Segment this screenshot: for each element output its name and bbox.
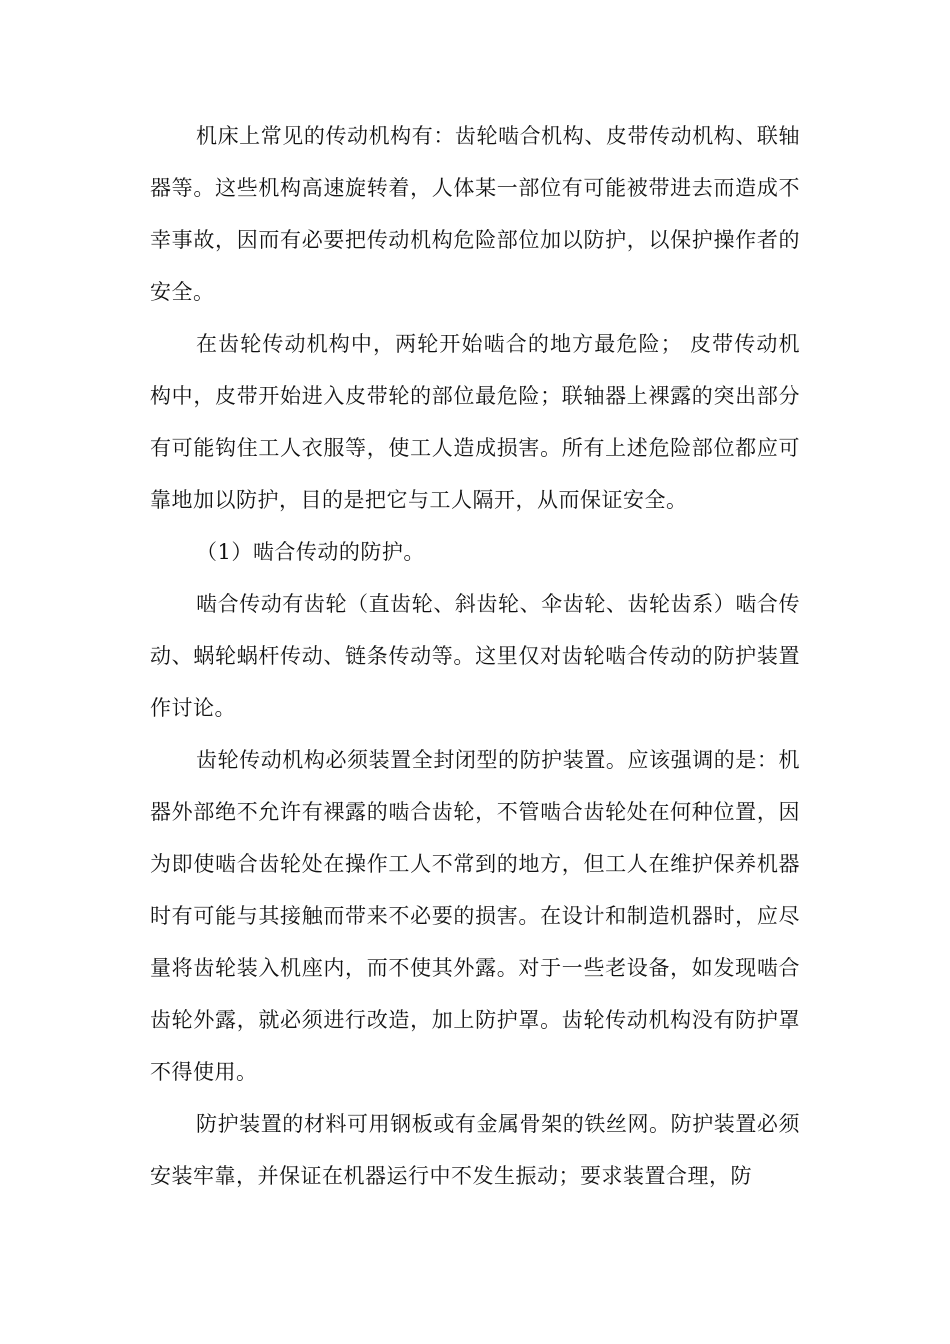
paragraph-transmission-mechanisms: 机床上常见的传动机构有：齿轮啮合机构、皮带传动机构、联轴器等。这些机构高速旋转着，人体某一部位有可能被带进去而造成不幸事故，因而有必要把传动机构危险部位加以防护，以保护操作者的安全。 [150, 124, 800, 304]
paragraph-danger-zones: 在齿轮传动机构中，两轮开始啮合的地方最危险； 皮带传动机构中，皮带开始进入皮带轮的部位最危险；联轴器上裸露的突出部分有可能钩住工人衣服等，使工人造成损害。所有上述危险部位都应可靠地加以防护，目的是把它与工人隔开，从而保证安全。 [150, 332, 800, 512]
document-page [150, 110, 800, 1202]
paragraph-meshing-types: 啮合传动有齿轮（直齿轮、斜齿轮、伞齿轮、齿轮齿系）啮合传动、蜗轮蜗杆传动、链条传动等。这里仅对齿轮啮合传动的防护装置作讨论。 [150, 592, 800, 720]
paragraph-guard-materials: 防护装置的材料可用钢板或有金属骨架的铁丝网。防护装置必须安装牢靠，并保证在机器运行中不发生振动；要求装置合理，防 [150, 1112, 800, 1188]
section-heading-meshing-protection: （1）啮合传动的防护。 [196, 540, 425, 564]
paragraph-gear-enclosure: 齿轮传动机构必须装置全封闭型的防护装置。应该强调的是：机器外部绝不允许有裸露的啮合齿轮，不管啮合齿轮处在何种位置，因为即使啮合齿轮处在操作工人不常到的地方，但工人在维护保养机器时有可能与其接触而带来不必要的损害。在设计和制造机器时，应尽量将齿轮装入机座内，而不使其外露。对于一些老设备，如发现啮合齿轮外露，就必须进行改造，加上防护罩。齿轮传动机构没有防护罩不得使用。 [150, 748, 800, 1084]
